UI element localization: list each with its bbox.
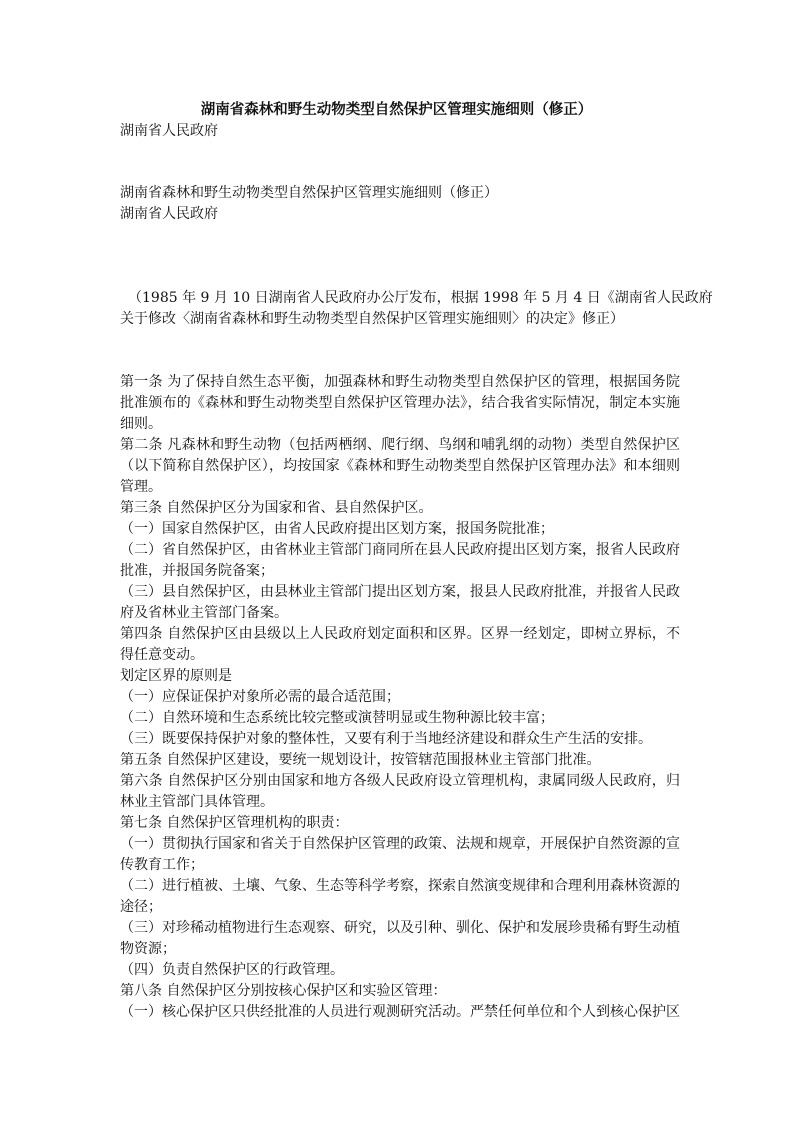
body-line: （二）自然环境和生态系统比较完整或演替明显或生物种源比较丰富； [120, 710, 554, 726]
issuer-line: 湖南省人民政府 [120, 206, 218, 222]
body-line: 传教育工作； [120, 857, 204, 873]
subtitle-line: 湖南省森林和野生动物类型自然保护区管理实施细则（修正） [120, 185, 498, 201]
body-line: 管理。 [120, 479, 162, 495]
note-line: （1985 年 9 月 10 日湖南省人民政府办公厅发布，根据 1998 年 5 月 4 日《湖南省人民政府 [128, 290, 713, 306]
body-line: 物资源； [120, 941, 176, 957]
body-line: （以下简称自然保护区），均按国家《森林和野生动物类型自然保护区管理办法》和本细则 [120, 458, 680, 474]
body-line: （一）应保证保护对象所必需的最合适范围； [120, 689, 400, 705]
note-line: 关于修改〈湖南省森林和野生动物类型自然保护区管理实施细则〉的决定》修正） [120, 311, 624, 327]
body-line: 第三条 自然保护区分为国家和省、县自然保护区。 [120, 500, 433, 516]
body-line: 第五条 自然保护区建设，要统一规划设计，按管辖范围报林业主管部门批准。 [120, 752, 601, 768]
body-line: 第一条 为了保持自然生态平衡，加强森林和野生动物类型自然保护区的管理，根据国务院 [120, 374, 680, 390]
body-line: 批准颁布的《森林和野生动物类型自然保护区管理办法》，结合我省实际情况，制定本实施 [120, 395, 680, 411]
body-line: （三）既要保持保护对象的整体性，又要有利于当地经济建设和群众生产生活的安排。 [120, 731, 652, 747]
body-line: 批准，并报国务院备案； [120, 563, 274, 579]
body-line: （三）对珍稀动植物进行生态观察、研究，以及引种、驯化、保护和发展珍贵稀有野生动植 [120, 920, 680, 936]
body-line: 第二条 凡森林和野生动物（包括两栖纲、爬行纲、鸟纲和哺乳纲的动物）类型自然保护区 [120, 437, 680, 453]
body-line: 林业主管部门具体管理。 [120, 794, 274, 810]
body-line: 第六条 自然保护区分别由国家和地方各级人民政府设立管理机构，隶属同级人民政府，归 [120, 773, 680, 789]
issuer-line: 湖南省人民政府 [120, 123, 218, 139]
body-line: （四）负责自然保护区的行政管理。 [120, 962, 344, 978]
body-line: 第七条 自然保护区管理机构的职责： [120, 815, 349, 831]
body-line: （一）贯彻执行国家和省关于自然保护区管理的政策、法规和规章，开展保护自然资源的宣 [120, 836, 680, 852]
body-line: 途径； [120, 899, 162, 915]
document-title: 湖南省森林和野生动物类型自然保护区管理实施细则（修正） [200, 101, 593, 118]
body-line: （二）进行植被、土壤、气象、生态等科学考察，探索自然演变规律和合理利用森林资源的 [120, 878, 680, 894]
body-line: （一）国家自然保护区，由省人民政府提出区划方案，报国务院批准； [120, 521, 554, 537]
body-line: 第八条 自然保护区分别按核心保护区和实验区管理： [120, 983, 447, 999]
body-line: （二）省自然保护区，由省林业主管部门商同所在县人民政府提出区划方案，报省人民政府 [120, 542, 680, 558]
body-line: 第四条 自然保护区由县级以上人民政府划定面积和区界。区界一经划定，即树立界标，不 [120, 626, 680, 642]
body-line: （一）核心保护区只供经批准的人员进行观测研究活动。严禁任何单位和个人到核心保护区 [120, 1004, 680, 1020]
body-line: 得任意变动。 [120, 647, 204, 663]
body-line: 划定区界的原则是 [120, 668, 232, 684]
body-line: 府及省林业主管部门备案。 [120, 605, 288, 621]
body-line: （三）县自然保护区，由县林业主管部门提出区划方案，报县人民政府批准，并报省人民政 [120, 584, 680, 600]
body-line: 细则。 [120, 416, 162, 432]
